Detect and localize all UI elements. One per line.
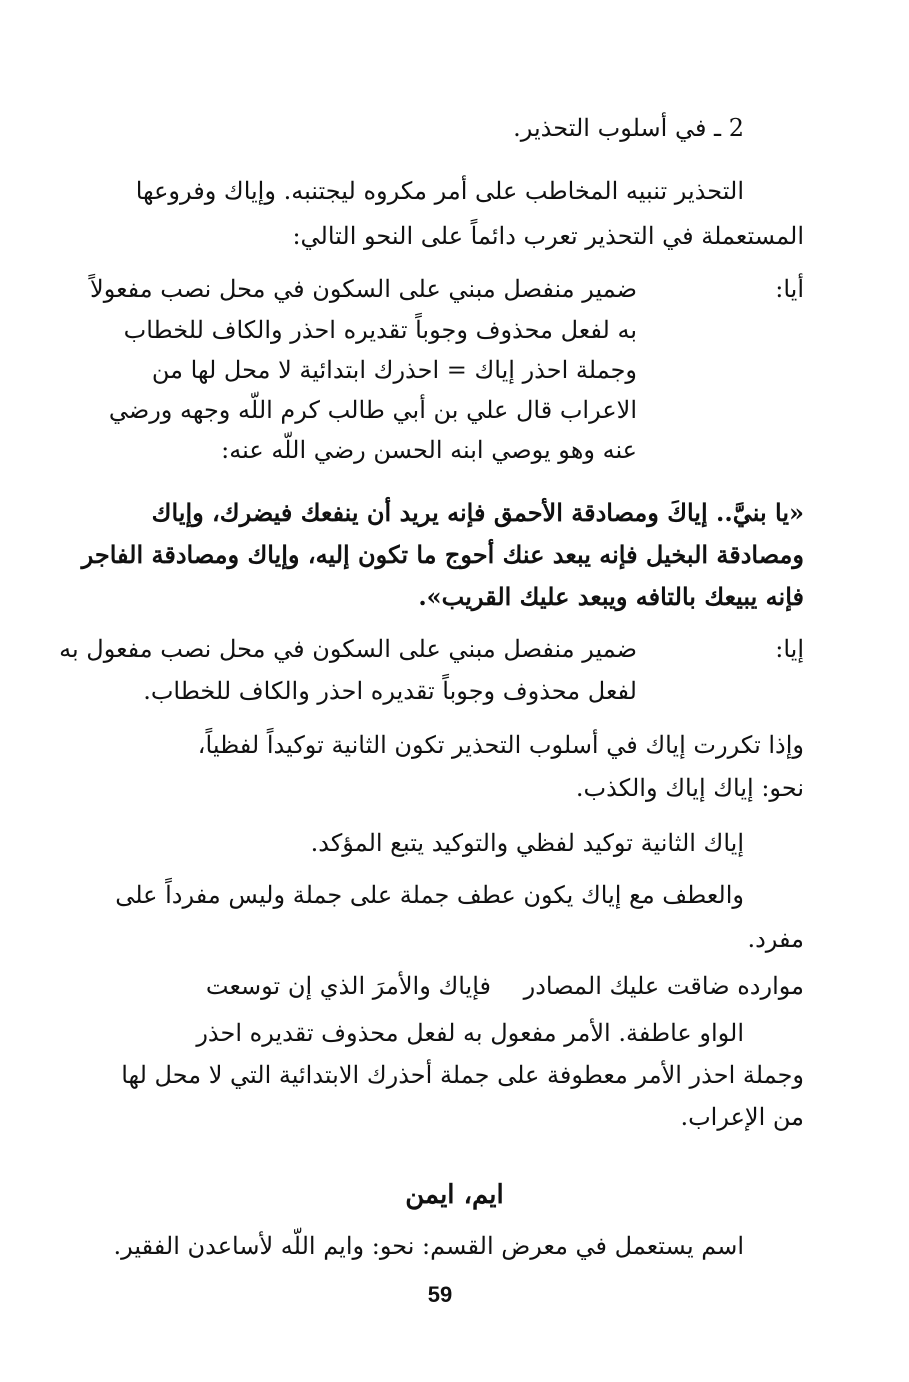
entry1-line-3: وجملة احذر إياك = احذرك ابتدائية لا محل لها من: [151, 356, 637, 384]
verse-second-hemistich: موارده ضاقت عليك المصادر: [523, 972, 804, 1000]
aym-definition: اسم يستعمل في معرض القسم: نحو: وايم اللّه لأساعدن الفقير.: [113, 1232, 744, 1260]
conjunction-line-1: والعطف مع إياك يكون عطف جملة على جملة وليس مفرداً على: [115, 881, 744, 909]
intro-line-1: التحذير تنبيه المخاطب على أمر مكروه ليجتنبه. وإياك وفروعها: [135, 177, 744, 205]
page-number: 59: [427, 1282, 453, 1307]
entry2-line-2: لفعل محذوف وجوباً تقديره احذر والكاف للخطاب.: [143, 677, 637, 705]
conjunction-line-2: مفرد.: [747, 925, 804, 953]
section-title: 2 ـ في أسلوب التحذير.: [513, 114, 744, 142]
entry-label-iya: إيا:: [775, 635, 804, 663]
repeat-line-1: وإذا تكررت إياك في أسلوب التحذير تكون الثانية توكيداً لفظياً،: [197, 731, 804, 759]
entry-label-aya: أيا:: [775, 275, 804, 303]
quote-line-2: ومصادقة البخيل فإنه يبعد عنك أحوج ما تكون إليه، وإياك ومصادقة الفاجر: [81, 540, 804, 569]
quote-line-1: «يا بنيَّ.. إياكَ ومصادقة الأحمق فإنه يريد أن ينفعك فيضرك، وإياك: [151, 498, 804, 527]
verse-analysis-line-3: من الإعراب.: [680, 1103, 804, 1131]
verse-analysis-line-1: الواو عاطفة. الأمر مفعول به لفعل محذوف تقديره احذر: [196, 1019, 744, 1047]
entry1-line-1: ضمير منفصل مبني على السكون في محل نصب مفعولاً: [90, 275, 637, 303]
entry1-line-2: به لفعل محذوف وجوباً تقديره احذر والكاف للخطاب: [123, 316, 637, 344]
quote-line-3: فإنه يبيعك بالتافه ويبعد عليك القريب».: [418, 582, 804, 611]
emphasis-line: إياك الثانية توكيد لفظي والتوكيد يتبع المؤكد.: [310, 829, 744, 857]
intro-line-2: المستعملة في التحذير تعرب دائماً على النحو التالي:: [292, 222, 804, 250]
repeat-line-2: نحو: إياك إياك والكذب.: [575, 774, 804, 802]
entry1-line-5: عنه وهو يوصي ابنه الحسن رضي اللّه عنه:: [221, 436, 637, 464]
entry1-line-4: الاعراب قال علي بن أبي طالب كرم اللّه وجهه ورضي: [108, 396, 637, 424]
verse-first-hemistich: فإياك والأمرَ الذي إن توسعت: [205, 972, 491, 1000]
entry-heading: ايم، ايمن: [405, 1180, 504, 1210]
verse-analysis-line-2: وجملة احذر الأمر معطوفة على جملة أحذرك الابتدائية التي لا محل لها: [121, 1061, 804, 1089]
entry2-line-1: ضمير منفصل مبني على السكون في محل نصب مفعول به: [59, 635, 637, 663]
